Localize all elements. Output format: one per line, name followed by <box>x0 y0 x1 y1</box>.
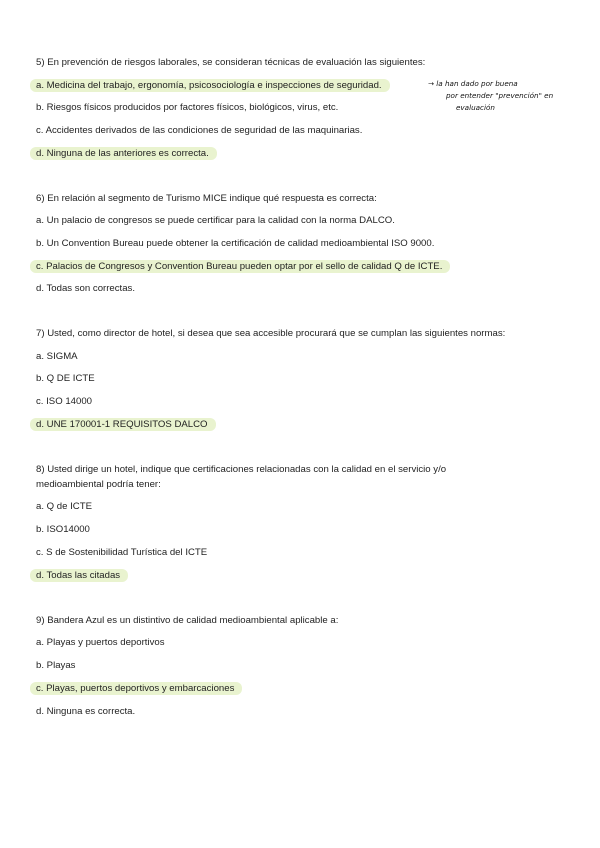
question-7-stem: 7) Usted, como director de hotel, si desea que sea accesible procurará que se cumplan las siguientes normas: <box>36 328 506 339</box>
question-7-option-a: a. SIGMA <box>36 351 78 362</box>
answer-highlight: d. UNE 170001-1 REQUISITOS DALCO <box>30 418 216 431</box>
question-6-option-d: d. Todas son correctas. <box>36 283 136 294</box>
question-6-option-c <box>36 260 450 273</box>
answer-highlight: a. Medicina del trabajo, ergonomía, psicosociología e inspecciones de seguridad. <box>30 79 390 92</box>
question-6-option-b: b. Un Convention Bureau puede obtener la certificación de calidad medioambiental ISO 9000. <box>36 238 435 249</box>
question-7-option-c: c. ISO 14000 <box>36 396 92 407</box>
question-9-option-b: b. Playas <box>36 660 76 671</box>
note-line-1: → la han dado por buena <box>428 79 518 88</box>
question-6-option-a: a. Un palacio de congresos se puede certificar para la calidad con la norma DALCO. <box>36 215 395 226</box>
question-5-option-d <box>36 147 217 160</box>
question-8-option-d <box>36 569 128 582</box>
answer-highlight: d. Ninguna de las anteriores es correcta. <box>30 147 217 160</box>
question-9-option-c <box>36 682 242 695</box>
question-8-option-c: c. S de Sostenibilidad Turística del ICTE <box>36 547 208 558</box>
answer-highlight: c. Palacios de Congresos y Convention Bureau pueden optar por el sello de calidad Q de ICTE. <box>30 260 450 273</box>
handwritten-note <box>428 76 578 116</box>
question-9-stem: 9) Bandera Azul es un distintivo de calidad medioambiental aplicable a: <box>36 615 339 626</box>
question-5-stem: 5) En prevención de riesgos laborales, se consideran técnicas de evaluación las siguientes: <box>36 57 426 68</box>
question-9-option-d: d. Ninguna es correcta. <box>36 706 136 717</box>
question-7-option-d <box>36 418 216 431</box>
question-8-stem-line-1: 8) Usted dirige un hotel, indique que certificaciones relacionadas con la calidad en el servicio y/o <box>36 464 447 475</box>
question-8-option-a: a. Q de ICTE <box>36 501 92 512</box>
question-8-stem-line-2: medioambiental podría tener: <box>36 479 161 490</box>
answer-highlight: d. Todas las citadas <box>30 569 128 582</box>
question-5-option-c: c. Accidentes derivados de las condiciones de seguridad de las maquinarias. <box>36 125 363 136</box>
question-7-option-b: b. Q DE ICTE <box>36 373 95 384</box>
question-5-option-a <box>36 79 390 92</box>
question-9-option-a: a. Playas y puertos deportivos <box>36 637 165 648</box>
question-8-option-b: b. ISO14000 <box>36 524 90 535</box>
note-line-3: evaluación <box>456 103 495 112</box>
answer-highlight: c. Playas, puertos deportivos y embarcaciones <box>30 682 242 695</box>
question-6-stem: 6) En relación al segmento de Turismo MICE indique qué respuesta es correcta: <box>36 193 377 204</box>
note-line-2: por entender "prevención" en <box>446 91 554 100</box>
question-5-option-b: b. Riesgos físicos producidos por factores físicos, biológicos, virus, etc. <box>36 102 339 113</box>
